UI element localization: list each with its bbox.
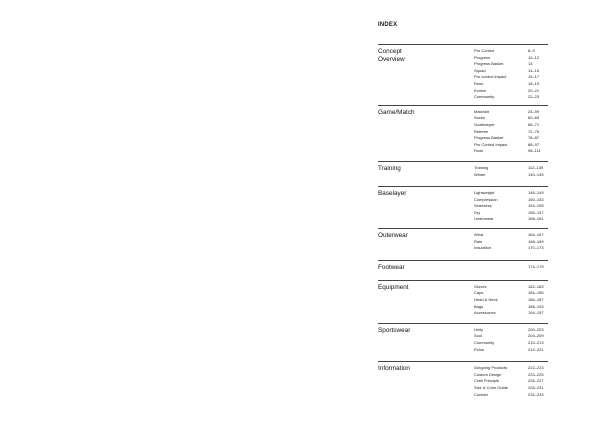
index-entry xyxy=(474,55,548,62)
entry-pages: 13 xyxy=(528,61,533,67)
index-entry xyxy=(474,385,548,392)
entry-label: Insulation xyxy=(474,245,492,251)
section-name: Game/Match xyxy=(378,108,415,116)
entry-label: Training xyxy=(474,164,489,170)
entry-label: Socks xyxy=(474,115,485,121)
entry-pages: 232–233 xyxy=(528,391,544,397)
entry-label: Squad xyxy=(474,67,486,73)
entry-label: Pro control impact xyxy=(474,74,507,80)
entry-label: Dry xyxy=(474,209,481,215)
entry-label: Contact xyxy=(474,391,488,397)
entry-pages: 188–193 xyxy=(528,303,544,309)
section-name: Equipment xyxy=(378,283,409,291)
entry-pages: 156–157 xyxy=(528,209,544,215)
entry-label: Head & Neck xyxy=(474,297,498,303)
section-name: Concept Overview xyxy=(378,48,405,63)
entry-label: Custom Design xyxy=(474,371,502,377)
entry-label: Polos xyxy=(474,346,485,352)
index-section xyxy=(378,44,548,105)
entry-label: Progress xyxy=(474,54,491,60)
entry-label: Craft Principle xyxy=(474,378,500,384)
index-entry xyxy=(474,304,548,311)
entry-list xyxy=(474,365,548,398)
index-entry xyxy=(474,327,548,334)
index-entry xyxy=(474,232,548,239)
entry-pages: 194–197 xyxy=(528,310,544,316)
entry-pages: 16–17 xyxy=(528,74,540,80)
index-section xyxy=(378,228,548,260)
entry-pages: 88–97 xyxy=(528,141,540,147)
entry-label: Community xyxy=(474,340,495,345)
index-section xyxy=(378,105,548,161)
entry-label: Pro Control Impact xyxy=(474,141,508,147)
section-name: Baselayer xyxy=(378,190,407,198)
index-entry xyxy=(474,216,548,223)
entry-label: Unify xyxy=(474,326,484,332)
entry-list xyxy=(474,264,548,272)
entry-label: Rush xyxy=(474,80,484,86)
section-name: Training xyxy=(378,164,401,172)
entry-list xyxy=(474,48,548,101)
entry-list xyxy=(474,232,548,252)
index-entry xyxy=(474,297,548,304)
index-entry xyxy=(474,122,548,129)
entry-label: Evolve xyxy=(474,87,487,93)
entry-label: Wind xyxy=(474,232,484,238)
index-entry xyxy=(474,197,548,204)
entry-label: Progress Basket xyxy=(474,135,504,141)
index-entry xyxy=(474,264,548,271)
index-entry xyxy=(474,333,548,340)
entry-pages: 210–213 xyxy=(528,340,544,345)
index-entry xyxy=(474,172,548,179)
index-entry xyxy=(474,210,548,217)
entry-label: Caps xyxy=(474,290,484,296)
entry-pages: 98–111 xyxy=(528,148,541,154)
entry-pages: 60–65 xyxy=(528,115,540,121)
entry-pages: 174–179 xyxy=(528,263,544,269)
index-entry xyxy=(474,165,548,172)
entry-list xyxy=(474,284,548,317)
index-section xyxy=(378,161,548,186)
index-entry xyxy=(474,284,548,291)
entry-pages: 226–227 xyxy=(528,378,544,384)
section-name: Outerwear xyxy=(378,232,408,240)
index-entry xyxy=(474,310,548,317)
index-entry xyxy=(474,239,548,246)
index-entry xyxy=(474,290,548,297)
entry-label: Lightweight xyxy=(474,190,495,196)
entry-pages: 76–87 xyxy=(528,135,540,141)
entry-pages: 168–169 xyxy=(528,238,544,244)
entry-pages: 224–225 xyxy=(528,371,544,377)
entry-label: Bags xyxy=(474,303,484,309)
entry-pages: 140–145 xyxy=(528,171,544,177)
index-entry xyxy=(474,340,548,347)
entry-label: Accessories xyxy=(474,310,496,316)
entry-pages: 228–231 xyxy=(528,384,544,390)
entry-label: Pro Control xyxy=(474,48,495,53)
section-name: Sportswear xyxy=(378,326,411,334)
index-entry xyxy=(474,347,548,354)
entry-label: Matchkit xyxy=(474,108,489,114)
entry-pages: 200–203 xyxy=(528,326,544,332)
entry-pages: 66–71 xyxy=(528,121,540,127)
entry-label: Progress Basket xyxy=(474,61,504,67)
entry-pages: 170–173 xyxy=(528,245,544,251)
entry-pages: 214–221 xyxy=(528,346,544,352)
entry-label: Compression xyxy=(474,196,498,202)
entry-label: Rain xyxy=(474,238,483,244)
entry-label: Rush xyxy=(474,148,484,154)
entry-label: Gloves xyxy=(474,283,487,289)
index-entry xyxy=(474,142,548,149)
entry-pages: 146–149 xyxy=(528,190,544,196)
index-entry xyxy=(474,372,548,379)
index-entry xyxy=(474,203,548,210)
index-entry xyxy=(474,88,548,95)
entry-label: Goalkeeper xyxy=(474,121,495,127)
entry-pages: 158–161 xyxy=(528,216,544,222)
index-block xyxy=(378,22,548,398)
section-name: Footwear xyxy=(378,263,405,271)
index-entry xyxy=(474,115,548,122)
index-entry xyxy=(474,61,548,68)
entry-list xyxy=(474,327,548,353)
index-entry xyxy=(474,392,548,399)
index-entry xyxy=(474,109,548,116)
index-section xyxy=(378,260,548,280)
entry-label: Outgoing Products xyxy=(474,365,508,371)
index-title: INDEX xyxy=(378,22,398,28)
section-name: Information xyxy=(378,365,410,373)
entry-label: Winter xyxy=(474,171,486,177)
entry-label: Referee xyxy=(474,128,489,134)
index-entry xyxy=(474,81,548,88)
index-entry xyxy=(474,48,548,55)
entry-list xyxy=(474,109,548,155)
index-entry xyxy=(474,129,548,136)
entry-pages: 112–139 xyxy=(528,164,544,170)
index-entry xyxy=(474,135,548,142)
entry-pages: 72–75 xyxy=(528,128,540,134)
entry-pages: 18–19 xyxy=(528,80,540,86)
entry-label: Community xyxy=(474,94,495,100)
entry-pages: 184–185 xyxy=(528,290,544,296)
index-section xyxy=(378,186,548,228)
entry-label: Seamless xyxy=(474,203,492,209)
index-section xyxy=(378,323,548,361)
index-sections xyxy=(378,44,548,398)
index-entry xyxy=(474,378,548,385)
index-entry xyxy=(474,365,548,372)
index-section xyxy=(378,280,548,323)
entry-pages: 150–153 xyxy=(528,196,544,202)
entry-pages: 182–183 xyxy=(528,283,544,289)
entry-label: Soul xyxy=(474,333,483,339)
entry-pages: 14–15 xyxy=(528,67,540,73)
index-entry xyxy=(474,148,548,155)
entry-list xyxy=(474,190,548,223)
index-entry xyxy=(474,68,548,75)
index-entry xyxy=(474,245,548,252)
entry-pages: 24–59 xyxy=(528,108,540,114)
entry-pages: 10–12 xyxy=(528,54,540,60)
index-entry xyxy=(474,94,548,101)
entry-pages: 164–167 xyxy=(528,232,544,238)
index-entry xyxy=(474,74,548,81)
entry-pages: 20–21 xyxy=(528,87,540,93)
entry-pages: 154–155 xyxy=(528,203,544,209)
entry-pages: 204–209 xyxy=(528,333,544,339)
index-entry xyxy=(474,190,548,197)
entry-pages: 186–187 xyxy=(528,297,544,303)
index-section xyxy=(378,361,548,398)
entry-pages: 8–9 xyxy=(528,48,535,53)
entry-pages: 222–223 xyxy=(528,365,544,371)
entry-pages: 22–23 xyxy=(528,94,540,100)
entry-list xyxy=(474,165,548,178)
entry-label: Underwear xyxy=(474,216,494,222)
entry-label: Size & Color Guide xyxy=(474,384,509,390)
